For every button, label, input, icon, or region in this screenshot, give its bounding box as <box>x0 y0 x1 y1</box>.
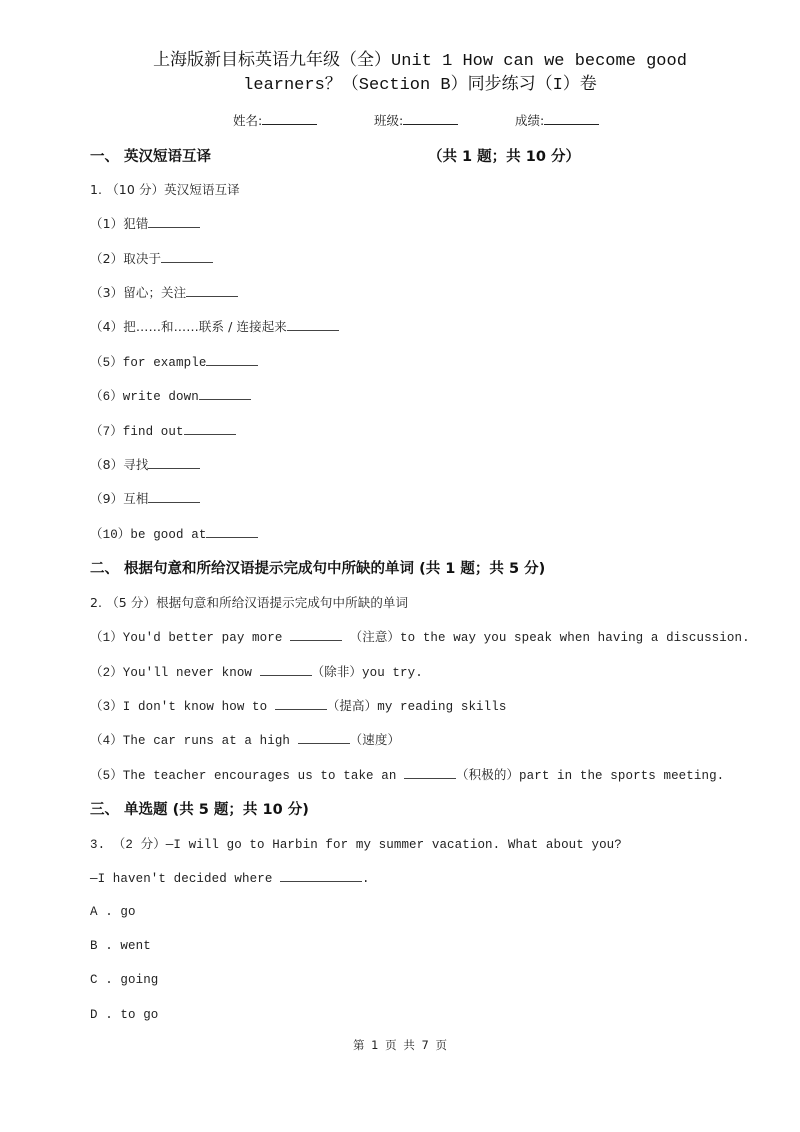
answer-blank[interactable] <box>186 285 238 297</box>
option-c[interactable]: C . going <box>90 973 159 987</box>
q1-item-4: （4）把……和……联系 / 连接起来 <box>90 317 339 335</box>
q2-item-1: （1）You'd better pay more （注意）to the way you speak when having a discussion. <box>90 631 750 645</box>
option-d[interactable]: D . to go <box>90 1008 159 1022</box>
name-blank[interactable] <box>262 112 317 125</box>
option-a[interactable]: A . go <box>90 905 136 919</box>
section-2-title: 二、 根据句意和所给汉语提示完成句中所缺的单词 <box>90 561 415 577</box>
answer-blank[interactable] <box>298 732 350 744</box>
section-2-heading <box>90 557 545 578</box>
section-3-heading <box>90 798 309 819</box>
answer-blank[interactable] <box>199 388 251 400</box>
section-3-title: 三、 单选题 <box>90 802 168 818</box>
q2-item-5: （5）The teacher encourages us to take an （积极的）part in the sports meeting. <box>90 769 725 783</box>
class-label: 班级: <box>374 113 404 128</box>
answer-blank[interactable] <box>161 251 213 263</box>
q2-item-3: （3）I don't know how to （提高）my reading skills <box>90 700 507 714</box>
class-field[interactable] <box>374 111 458 129</box>
question-1-stem: 1. （10 分）英汉短语互译 <box>90 182 240 197</box>
q1-item-6: （6）write down <box>90 386 251 404</box>
section-1-heading <box>90 145 580 166</box>
student-info-row <box>0 111 800 129</box>
class-blank[interactable] <box>403 112 458 125</box>
q1-item-1: （1）犯错 <box>90 214 200 232</box>
q1-item-3: （3）留心；关注 <box>90 283 238 301</box>
answer-blank[interactable] <box>206 526 258 538</box>
option-b[interactable]: B . went <box>90 939 151 953</box>
answer-blank[interactable] <box>260 664 312 676</box>
question-3-stem: 3. （2 分）—I will go to Harbin for my summer vacation. What about you? <box>90 838 622 852</box>
answer-blank[interactable] <box>287 319 339 331</box>
answer-blank[interactable] <box>148 457 200 469</box>
q1-item-10: （10）be good at <box>90 524 258 542</box>
name-field[interactable] <box>233 111 317 129</box>
answer-blank[interactable] <box>280 870 362 882</box>
answer-blank[interactable] <box>148 491 200 503</box>
q1-item-5: （5）for example <box>90 352 258 370</box>
q1-item-8: （8）寻找 <box>90 455 200 473</box>
score-field[interactable] <box>515 111 599 129</box>
question-2-stem: 2. （5 分）根据句意和所给汉语提示完成句中所缺的单词 <box>90 595 409 610</box>
section-3-score: (共 5 题；共 10 分) <box>172 802 309 818</box>
answer-blank[interactable] <box>148 216 200 228</box>
document-title-line-1: 上海版新目标英语九年级（全）Unit 1 How can we become good <box>153 52 687 71</box>
section-2-score: (共 1 题；共 5 分) <box>419 561 546 577</box>
score-blank[interactable] <box>544 112 599 125</box>
section-1-title: 一、 英汉短语互译 <box>90 149 212 165</box>
q1-item-7: （7）find out <box>90 421 236 439</box>
section-1-score: （共 1 题；共 10 分） <box>428 149 580 165</box>
answer-blank[interactable] <box>404 767 456 779</box>
question-3-stem-reply: —I haven't decided where . <box>90 872 370 886</box>
answer-blank[interactable] <box>206 354 258 366</box>
answer-blank[interactable] <box>290 629 342 641</box>
score-label: 成绩: <box>515 113 545 128</box>
q1-item-9: （9）互相 <box>90 489 200 507</box>
answer-blank[interactable] <box>184 423 236 435</box>
q1-item-2: （2）取决于 <box>90 249 213 267</box>
page-footer: 第 1 页 共 7 页 <box>353 1038 447 1052</box>
answer-blank[interactable] <box>275 698 327 710</box>
q2-item-2: （2）You'll never know （除非）you try. <box>90 666 423 680</box>
document-title-line-2: learners？（Section B）同步练习（I）卷 <box>243 76 597 95</box>
q2-item-4: （4）The car runs at a high （速度） <box>90 734 401 748</box>
name-label: 姓名: <box>233 113 263 128</box>
